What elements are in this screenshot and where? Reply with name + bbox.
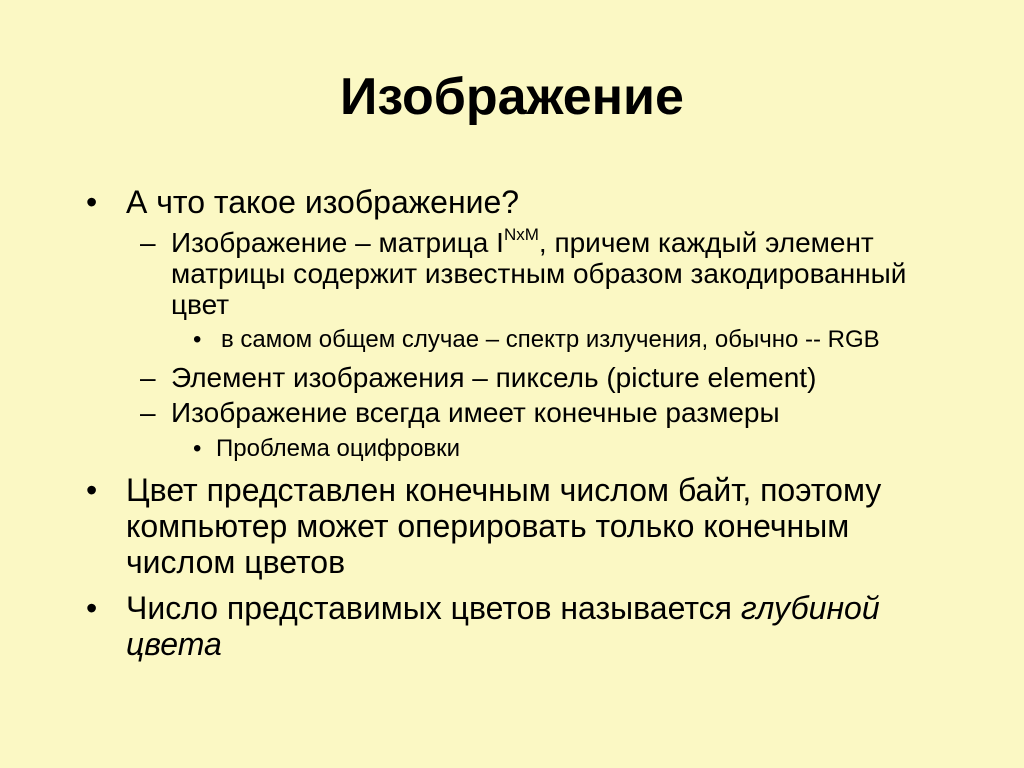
dash-marker: – <box>140 362 156 393</box>
bullet-marker: • <box>86 184 98 220</box>
bullet-text <box>171 224 941 320</box>
bullet-text: в самом общем случае – спектр излучения, обычно -- RGB <box>221 326 880 353</box>
bullet-text: Цвет представлен конечным числом байт, поэтому компьютер может оперировать только конечным числом цветов <box>126 472 882 580</box>
bullet-text: Элемент изображения – пиксель (picture element) <box>171 362 817 393</box>
bullet-text <box>126 590 941 662</box>
bullet-text-part: Изображение – матрица I <box>171 227 504 258</box>
bullet-marker: • <box>86 590 98 626</box>
superscript: NxM <box>503 224 539 244</box>
bullet-marker: • <box>193 326 202 353</box>
bullet-text: Проблема оцифровки <box>216 435 461 462</box>
italic-term: глубиной цвета <box>126 590 880 662</box>
bullet-text-part: , причем каждый элемент матрицы содержит известным образом закодированный цвет <box>171 227 907 320</box>
bullet-text: Изображение всегда имеет конечные размеры <box>171 397 780 428</box>
dash-marker: – <box>140 227 156 258</box>
bullet-text-part: Число представимых цветов называется <box>126 590 741 626</box>
slide-title: Изображение <box>340 68 684 126</box>
bullet-text: А что такое изображение? <box>126 184 520 220</box>
bullet-marker: • <box>193 435 202 462</box>
bullet-marker: • <box>86 472 98 508</box>
dash-marker: – <box>140 397 156 428</box>
